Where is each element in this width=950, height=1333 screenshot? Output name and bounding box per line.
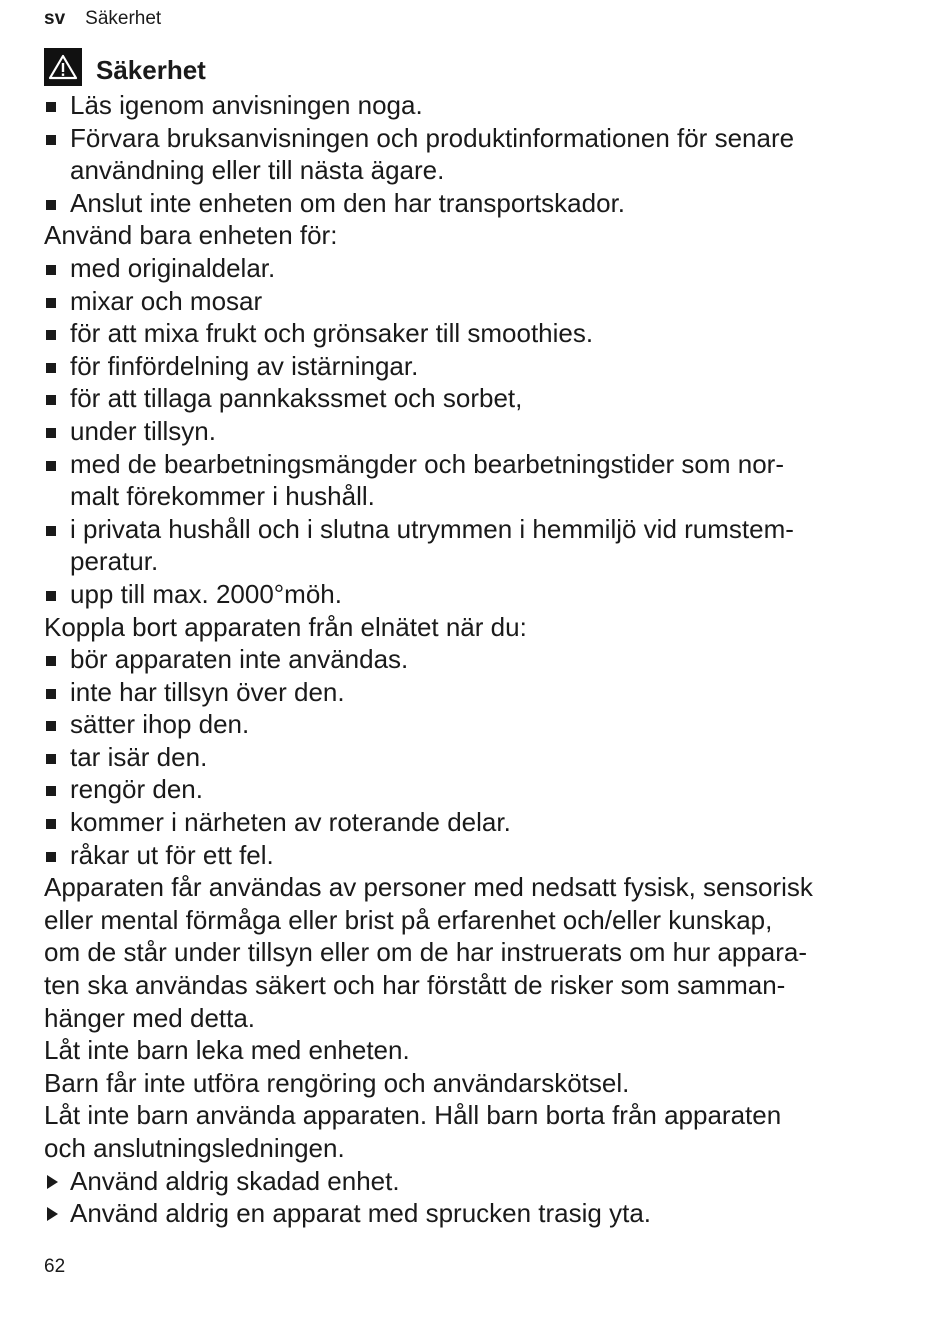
text-line: under tillsyn. <box>70 415 216 446</box>
item-text <box>70 448 904 513</box>
paragraph <box>44 1099 904 1164</box>
bullet-item <box>44 89 904 122</box>
text-line: med de bearbetningsmängder och bearbetningstider som nor- <box>70 448 784 479</box>
bullet-item <box>44 448 904 513</box>
bullet-item <box>44 252 904 285</box>
square-bullet-icon <box>44 773 70 806</box>
text-line: med originaldelar. <box>70 252 276 283</box>
bullet-item <box>44 708 904 741</box>
text-line: Anslut inte enheten om den har transportskador. <box>70 187 626 218</box>
text-line: Läs igenom anvisningen noga. <box>70 90 423 120</box>
square-bullet-icon <box>44 839 70 872</box>
square-bullet-icon <box>44 122 70 187</box>
item-text <box>70 708 904 741</box>
text-line: peratur. <box>70 546 159 577</box>
text-line: Koppla bort apparaten från elnätet när du: <box>44 611 527 642</box>
square-bullet-icon <box>44 448 70 513</box>
text-line: Förvara bruksanvisningen och produktinformationen för senare <box>70 122 795 153</box>
text-line: malt förekommer i hushåll. <box>70 481 375 512</box>
safety-content <box>44 89 904 1230</box>
square-bullet-icon <box>44 643 70 676</box>
text-line: för att tillaga pannkakssmet och sorbet, <box>70 383 523 414</box>
item-text <box>70 806 904 839</box>
bullet-item <box>44 773 904 806</box>
text-line: inte har tillsyn över den. <box>70 676 345 707</box>
text-line: råkar ut för ett fel. <box>70 839 274 870</box>
square-bullet-icon <box>44 415 70 448</box>
text-line: Barn får inte utföra rengöring och användarskötsel. <box>44 1067 630 1098</box>
text-line: kommer i närheten av roterande delar. <box>70 807 511 838</box>
text-line: Låt inte barn leka med enheten. <box>44 1035 410 1066</box>
text-line: Använd bara enheten för: <box>44 220 338 251</box>
page-number: 62 <box>44 1256 66 1277</box>
text-line: bör apparaten inte användas. <box>70 644 409 675</box>
square-bullet-icon <box>44 317 70 350</box>
item-text <box>70 513 904 578</box>
text-line: rengör den. <box>70 774 203 805</box>
text-line: eller mental förmåga eller brist på erfarenhet och/eller kunskap, <box>44 904 773 935</box>
header-section-title: Säkerhet <box>85 8 162 29</box>
text-line: Använd aldrig en apparat med sprucken trasig yta. <box>70 1198 652 1229</box>
paragraph <box>44 871 904 1034</box>
bullet-item <box>44 285 904 318</box>
text-line: i privata hushåll och i slutna utrymmen i hemmiljö vid rumstem- <box>70 513 794 544</box>
item-text <box>70 317 904 350</box>
square-bullet-icon <box>44 89 70 122</box>
text-line: Låt inte barn använda apparaten. Håll barn borta från apparaten <box>44 1100 782 1131</box>
paragraph <box>44 219 904 252</box>
paragraph <box>44 1067 904 1100</box>
paragraph <box>44 1034 904 1067</box>
language-code: sv <box>44 8 66 29</box>
square-bullet-icon <box>44 382 70 415</box>
action-item <box>44 1197 904 1230</box>
text-line: Använd aldrig skadad enhet. <box>70 1165 400 1196</box>
item-text <box>70 741 904 774</box>
bullet-item <box>44 806 904 839</box>
bullet-item <box>44 676 904 709</box>
text-line: hänger med detta. <box>44 1002 256 1033</box>
text-line: användning eller till nästa ägare. <box>70 155 445 186</box>
item-text <box>70 839 904 872</box>
item-text <box>70 1197 904 1230</box>
square-bullet-icon <box>44 187 70 220</box>
bullet-item <box>44 350 904 383</box>
item-text <box>70 643 904 676</box>
item-text <box>70 122 904 187</box>
square-bullet-icon <box>44 252 70 285</box>
square-bullet-icon <box>44 350 70 383</box>
bullet-item <box>44 578 904 611</box>
text-line: om de står under tillsyn eller om de har instruerats om hur appara- <box>44 937 808 968</box>
item-text <box>70 285 904 318</box>
item-text <box>70 350 904 383</box>
bullet-item <box>44 122 904 187</box>
item-text <box>70 415 904 448</box>
text-line: sätter ihop den. <box>70 709 250 740</box>
text-line: ten ska användas säkert och har förstått de risker som samman- <box>44 970 786 1001</box>
bullet-item <box>44 317 904 350</box>
paragraph <box>44 611 904 644</box>
text-line: för att mixa frukt och grönsaker till smoothies. <box>70 318 594 349</box>
bullet-item <box>44 415 904 448</box>
item-text <box>70 773 904 806</box>
item-text <box>70 382 904 415</box>
bullet-item <box>44 741 904 774</box>
page-title: Säkerhet <box>96 55 206 85</box>
item-text <box>70 578 904 611</box>
item-text <box>70 252 904 285</box>
item-text <box>70 89 904 122</box>
item-text <box>70 1165 904 1198</box>
text-line: för finfördelning av istärningar. <box>70 350 419 381</box>
text-line: mixar och mosar <box>70 285 263 316</box>
text-line: och anslutningsledningen. <box>44 1133 345 1163</box>
item-text <box>70 187 904 220</box>
text-line: upp till max. 2000°möh. <box>70 578 342 609</box>
arrow-bullet-icon <box>44 1197 70 1230</box>
square-bullet-icon <box>44 513 70 578</box>
bullet-item <box>44 643 904 676</box>
square-bullet-icon <box>44 806 70 839</box>
square-bullet-icon <box>44 676 70 709</box>
square-bullet-icon <box>44 708 70 741</box>
text-line: Apparaten får användas av personer med nedsatt fysisk, sensorisk <box>44 872 813 903</box>
action-item <box>44 1165 904 1198</box>
square-bullet-icon <box>44 741 70 774</box>
bullet-item <box>44 513 904 578</box>
page-header <box>44 8 161 30</box>
bullet-item <box>44 382 904 415</box>
warning-triangle-icon <box>44 48 82 86</box>
square-bullet-icon <box>44 285 70 318</box>
item-text <box>70 676 904 709</box>
section-heading <box>44 45 206 89</box>
bullet-item <box>44 187 904 220</box>
bullet-item <box>44 839 904 872</box>
arrow-bullet-icon <box>44 1165 70 1198</box>
text-line: tar isär den. <box>70 741 208 772</box>
square-bullet-icon <box>44 578 70 611</box>
